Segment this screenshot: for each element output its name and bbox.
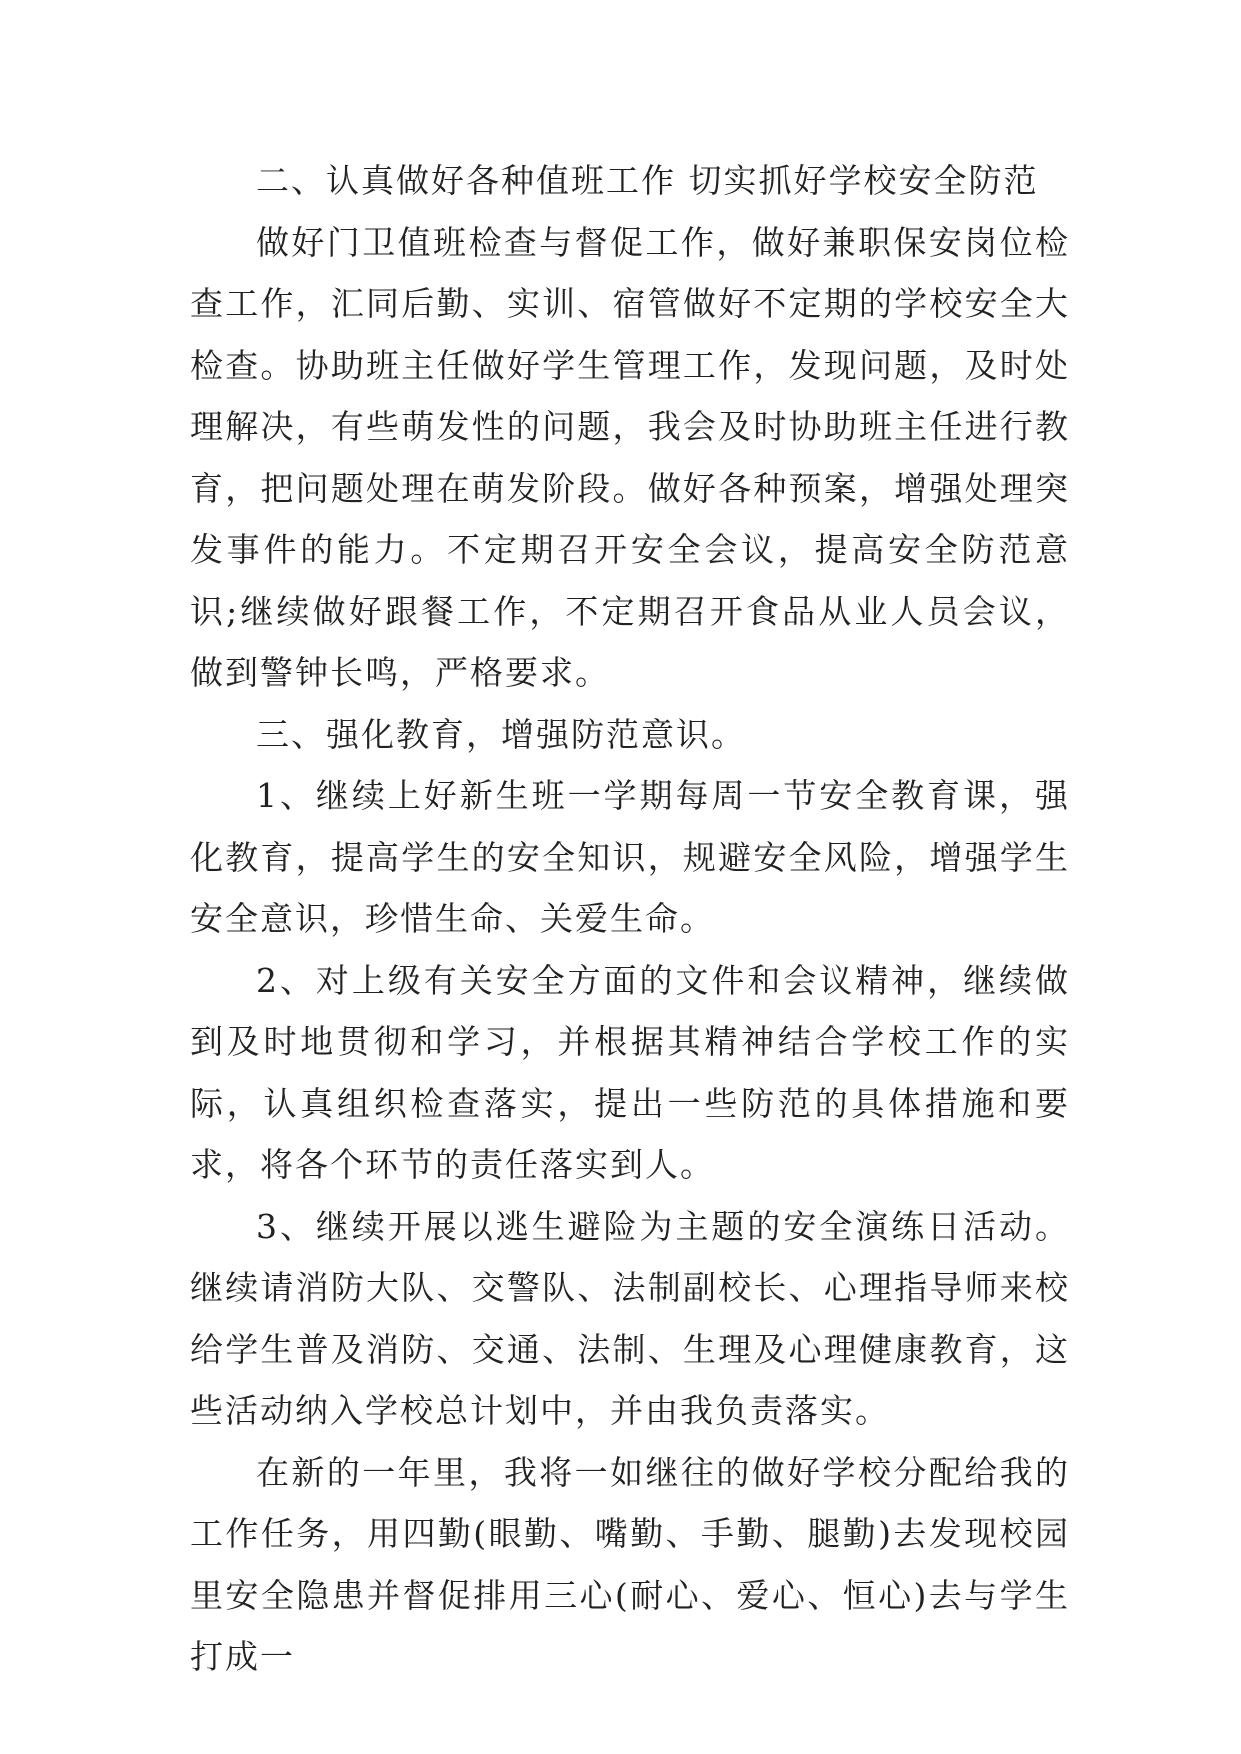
list-item-1: 1、继续上好新生班一学期每周一节安全教育课，强化教育，提高学生的安全知识，规避安全风险，增强学生安全意识，珍惜生命、关爱生命。 [190,776,1070,938]
list-item-2: 2、对上级有关安全方面的文件和会议精神，继续做到及时地贯彻和学习，并根据其精神结合学校工作的实际，认真组织检查落实，提出一些防范的具体措施和要求，将各个环节的责任落实到人。 [190,960,1070,1184]
section-heading-education: 三、强化教育，增强防范意识。 [256,714,746,754]
list-item-3: 3、继续开展以逃生避险为主题的安全演练日活动。继续请消防大队、交警队、法制副校长、心理指导师来校给学生普及消防、交通、法制、生理及心理健康教育，这些活动纳入学校总计划中，并由我负责落实。 [190,1206,1070,1430]
document-body [190,150,1070,1688]
paragraph-new-year: 在新的一年里，我将一如继往的做好学校分配给我的工作任务，用四勤(眼勤、嘴勤、手勤、腿勤)去发现校园里安全隐患并督促排用三心(耐心、爱心、恒心)去与学生打成一 [190,1452,1070,1676]
section-heading-duty: 二、认真做好各种值班工作 切实抓好学校安全防范 [256,161,1039,200]
paragraph-duty-work: 做好门卫值班检查与督促工作，做好兼职保安岗位检查工作，汇同后勤、实训、宿管做好不定期的学校安全大检查。协助班主任做好学生管理工作，发现问题，及时处理解决，有些萌发性的问题，我会及时协助班主任进行教育，把问题处理在萌发阶段。做好各种预案，增强处理突发事件的能力。不定期召开安全会议，提高安全防范意识;继续做好跟餐工作，不定期召开食品从业人员会议，做到警钟长鸣，严格要求。 [190,222,1070,692]
